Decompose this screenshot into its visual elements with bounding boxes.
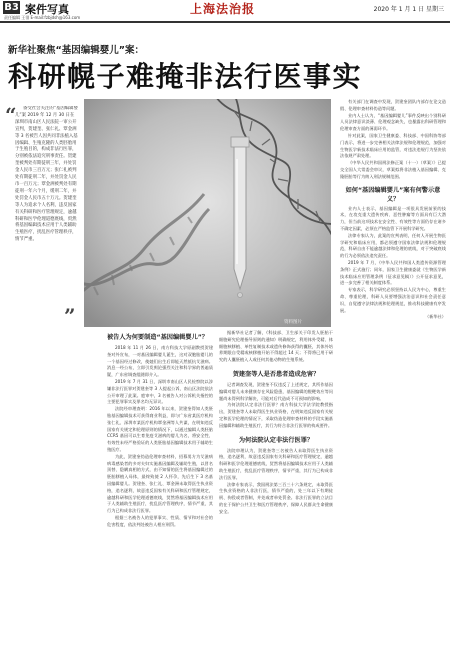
paragraph: 2019 年 7 月 31 日，深圳市南山区人民检察院以涉嫌非法行医罪对贺建奎等 3 人提起公诉，南山区法院依法公开审理了此案。庭审中，3 名被告人对公诉机关指控的主要犯罪事实及罪名均无异议。 [107, 378, 213, 405]
paragraph: 2018 年 11 月 26 日，南方科技大学原副教授贺建奎对外宣布，一对基因编辑婴儿诞生，这对双胞胎婴儿的一个基因经过修改，使她们出生后即能天然抵抗艾滋病。消息一经公布，立即引发舆论强烈关注和科学界的普遍质疑，广东省调查组随即介入。 [107, 345, 213, 378]
section-title: 案件写真 [25, 3, 69, 16]
paragraph: 根据三名被告人的犯罪事实、性质、情节和对社会的危害程度，依法判处被告人相应刑罚。 [107, 514, 213, 527]
editor-line: 责任编辑 王翎 E-mail:fzbjdsh@163.com [4, 15, 81, 20]
paragraph: 有关部门在调查中发现，贺建奎团队内部存在论文造假、伦理审查材料伪造等问题。 [340, 99, 446, 111]
pull-quote: 备受社会关注的“基因编辑婴儿”案 2019 年 12 月 30 日在深圳市南山区人民法院一审公开宣判，贺建奎、张仁礼、覃金洲等 3 名被告人因共同非法植入基因编辑、生殖克隆的人类胚胎用于生殖目的，构成非法行医罪，分别被依法追究刑事责任。贺建奎被判处有期徒刑三年，并处罚金人民币三百万元；张仁礼被判处有期徒刑二年，并处罚金人民币一百万元；覃金洲被判处有期徒刑一年六个月，缓刑二年，并处罚金人民币五十万元。贺建奎等人为追求个人名利，违反国家有关科研和医疗管理规定，逾越科研和医学伦理道德底线，贸然将基因编辑技术应用于人类辅助生殖医疗，扰乱医疗管理秩序，情节严重。 [15, 106, 78, 243]
page-number-badge: B3 [4, 2, 19, 13]
paragraph: 针对此案，国家卫生健康委、科技部、中国科协等部门表示，将进一步完善相关法律法规和伦理规范，加强对生物医学新技术临床应用的监管，对违法违规行为坚决依法依规严肃处理。 [340, 132, 446, 159]
paragraph: 为此，贺建奎伪造伦理审查材料，招募男方为艾滋病病毒感染者的多对夫妇实施基因编辑及辅助生殖，以冒名顶替、隐瞒真相的方式，由不知情的医生将基因编辑过的胚胎移植入母体，最终致使 2 人怀孕，先后生下 3 名基因编辑婴儿。贺建奎、张仁礼、覃金洲未取得医生执业资格，追名逐利，故意违反国家有关科研和医疗管理规定，逾越科研和医学伦理道德底线，贸然将基因编辑技术应用于人类辅助生殖医疗，扰乱医疗管理秩序，情节严重，其行为已构成非法行医罪。 [107, 453, 213, 514]
paragraph: 为何法院认定非法行医罪？南方科技大学法学院教授指出，贺建奎等人未取得医生执业资格，在明知违反国家有关规定和医学伦理的情况下，采取伪造伦理审查材料的手段实施基因编辑和辅助生殖医疗，其行为符合非法行医罪的构成要件。 [219, 402, 333, 428]
paragraph: 记者调查发现，贺建奎不仅违反了上述规定，其所作基因编辑对婴儿未来健康存在风险隐患，基因编辑的脱靶效应等问题尚未得到科学解决，可能对后代造成不可预知的影响。 [219, 381, 333, 401]
quote-open-mark: “ [5, 103, 17, 127]
subhead-why: 被告人为何要制造“基因编辑婴儿”？ [107, 334, 208, 341]
paragraph: 法院经审理查明：2016 年以来，贺建奎得知人类胚胎基因编辑技术可获得商业利益，即与广东省某医疗机构张仁礼、深圳市某医疗机构覃金洲等人共谋，在明知违反国家有关规定和伦理原则的情况下，以通过编辑人类胚胎 CCR5 基因可以生育免疫艾滋病的婴儿为名，将安全性、有效性未经严格验证的人类胚胎基因编辑技术用于辅助生殖医疗。 [107, 406, 213, 452]
newspaper-logo: 上海法治报 [190, 2, 256, 16]
main-headline: 科研幌子难掩非法行医事实 [8, 60, 363, 93]
dna-photo [84, 99, 331, 327]
paragraph: 专家表示，科学研究必须坚持以人民为中心，尊重生命、尊重伦理，科研人员要增强法治意识和社会责任意识，自觉遵守法律法规和伦理规范，推动科技健康有序发展。 [340, 287, 446, 313]
byline-signature: （新华社） [425, 314, 446, 320]
photo-credit: 资料图片 [284, 320, 302, 325]
header-rule [0, 21, 450, 23]
page-header [0, 0, 450, 14]
paragraph: 《中华人民共和国刑法修正案（十一）（草案）》已提交全国人大常委会审议，草案拟将非法植入基因编辑、克隆胚胎等行为纳入刑法规制范围。 [340, 160, 446, 179]
quote-close-mark: ” [64, 304, 76, 328]
kicker-headline: 新华社聚焦“基因编辑婴儿”案： [8, 45, 144, 56]
article-column-a [107, 330, 213, 662]
paragraph: 法律专家认为，此案的宣判表明，任何人开展生物医学研究和临床应用，都必须遵守国家法律法规和伦理规范，科研自由不能逾越法律和伦理的底线，对于突破底线的行为必须依法追究责任。 [340, 232, 446, 259]
subhead-warning: 如何“基因编辑婴儿”案有何警示意义？ [345, 186, 441, 203]
paragraph: 据新华社记者了解，《科技部、卫生部关于印发人胚胎干细胞研究伦理指导原则的通知》明确规定，利用体外受精、体细胞核移植、单性复制技术或遗传修饰获得的囊胚，其体外培养期限自受精或核移植开始不得超过 14 天；不得将已用于研究的人囊胚植入人或任何其他动物的生殖系统。 [219, 330, 333, 363]
subhead-crime: 为何法院认定非法行医罪？ [238, 436, 314, 444]
paragraph: 法律专家表示，我国刑法第三百三十六条规定，未取得医生执业资格的人非法行医，情节严重的，处三年以下有期徒刑、拘役或者管制，并处或者单处罚金。非法行医罪的立法目的在于保护公共卫生和医疗管理秩序，保障人民群众生命健康安全。 [219, 481, 333, 514]
article-column-b [219, 330, 333, 662]
article-column-c [340, 99, 446, 663]
subhead-harm: 贺建奎等人是否患者造成危害？ [232, 370, 320, 378]
paragraph: 法院审理认为，贺建奎等三名被告人未取得医生执业资格，追名逐利，故意违反国家有关科研和医疗管理规定，逾越科研和医学伦理道德底线，贸然将基因编辑技术应用于人类辅助生殖医疗，扰乱医疗管理秩序，情节严重，其行为已构成非法行医罪。 [219, 447, 333, 480]
dna-helix-illustration [84, 99, 331, 327]
paragraph: 业内人士表示，基因编辑是一项很具发展前景的技术，在攻克重大遗传疾病、恶性肿瘤等方面具有巨大潜力，但当前这项技术在安全性、有效性等方面仍存在诸多不确定因素，必须在严格监管下开展科学研究。 [340, 205, 446, 231]
paragraph: 业内人士认为，“基因编辑婴儿”事件反映出个别科研人员法律意识淡薄、伦理观念缺失，也暴露出科研管理和伦理审查方面的薄弱环节。 [340, 112, 446, 132]
issue-date: 2020 年 1 月 1 日 星期三 [373, 6, 444, 13]
paragraph: 2019 年 7 月，《中华人民共和国人类遗传资源管理条例》正式施行；同年，国家卫生健康委就《生物医学新技术临床应用管理条例（征求意见稿）》公开征求意见，进一步完善了相关制度体系。 [340, 259, 446, 286]
